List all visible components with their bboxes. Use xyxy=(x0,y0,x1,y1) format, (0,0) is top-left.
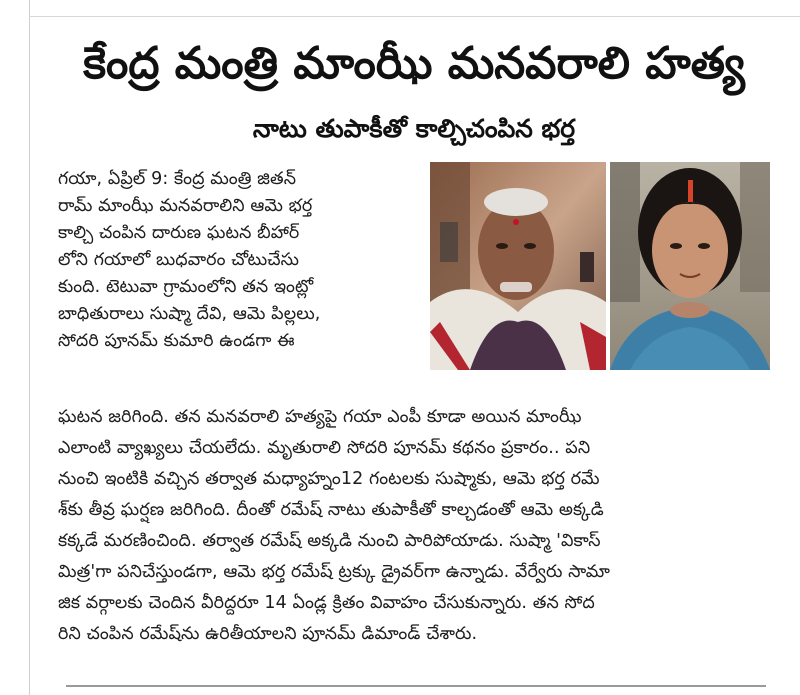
body-line: కక్కడే మరణించింది. తర్వాత రమేష్ అక్కడి నుంచి పారిపోయాడు. సుష్మా 'వికాస్ xyxy=(58,531,601,551)
body-line: గయా, ఏప్రిల్ 9: కేంద్ర మంత్రి జితన్ xyxy=(58,169,297,189)
body-line: సోదరి పూనమ్ కుమారి ఉండగా ఈ xyxy=(58,331,295,351)
top-rule xyxy=(29,16,800,17)
body-line: ఘటన జరిగింది. తన మనవరాలి హత్యపై గయా ఎంపీ కూడా అయిన మాంఝీ xyxy=(58,407,582,427)
body-line: మిత్ర'గా పనిచేస్తుండగా, ఆమె భర్త రమేష్ ట్రక్కు డ్రైవర్‌గా ఉన్నాడు. వేర్వేరు సామా xyxy=(58,562,610,582)
body-line: శ్‌కు తీవ్ర ఘర్షణ జరిగింది. దీంతో రమేష్ నాటు తుపాకీతో కాల్చడంతో ఆమె అక్కడి xyxy=(58,500,604,520)
body-line: బాధితురాలు సుష్మా దేవి, ఆమె పిల్లలు, xyxy=(58,304,321,324)
body-line: ఎలాంటి వ్యాఖ్యలు చేయలేదు. మృతురాలి సోదరి పూనమ్ కథనం ప్రకారం.. పని xyxy=(58,438,591,458)
left-column-rule xyxy=(29,0,30,695)
subheadline: నాటు తుపాకీతో కాల్చిచంపిన భర్త xyxy=(252,114,576,143)
body-line: నుంచి ఇంటికి వచ్చిన తర్వాత మధ్యాహ్నం12 గంటలకు సుష్మాకు, ఆమె భర్త రమే xyxy=(58,469,600,489)
body-line: లోని గయాలో బుధవారం చోటుచేసు xyxy=(58,250,300,270)
body-line: కుంది. టెటువా గ్రామంలోని తన ఇంట్లో xyxy=(58,277,314,297)
headline: కేంద్ర మంత్రి మాంఝీ మనవరాలి హత్య xyxy=(83,38,745,89)
body-line: జిక వర్గాలకు చెందిన వీరిద్దరూ 14 ఏండ్ల క్రితం వివాహం చేసుకున్నారు. తన సోద xyxy=(58,593,595,613)
body-line: కాల్చి చంపిన దారుణ ఘటన బీహార్ xyxy=(58,223,300,243)
photo-minister xyxy=(430,162,606,370)
body-line: రిని చంపిన రమేష్‌ను ఉరితీయాలని పూనమ్ డిమాండ్ చేశారు. xyxy=(58,624,478,644)
body-line: రామ్ మాంఝీ మనవరాలిని ఆమె భర్త xyxy=(58,196,313,216)
bottom-rule xyxy=(66,685,766,687)
photo-victim xyxy=(610,162,770,370)
